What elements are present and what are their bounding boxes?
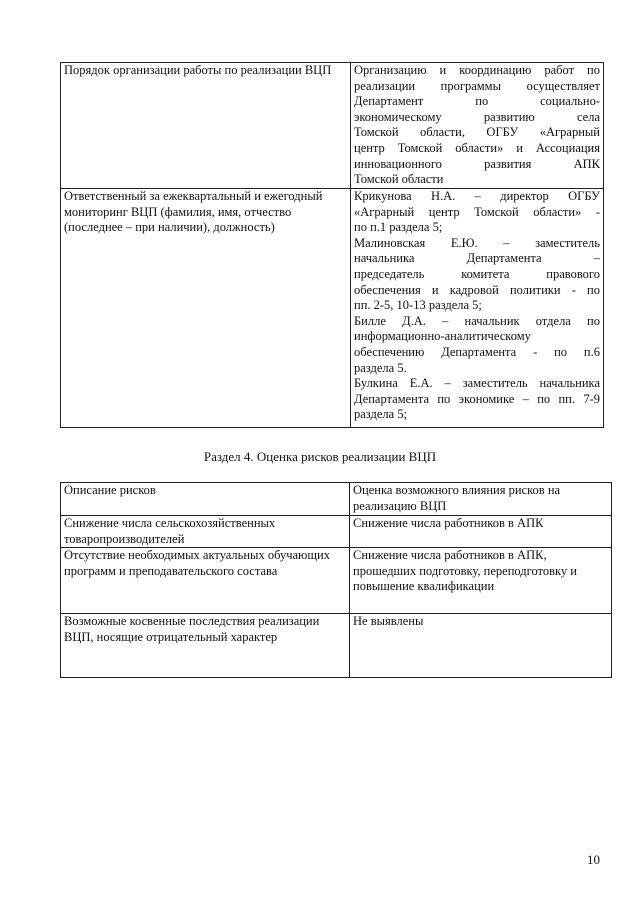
monitoring-responsible-value xyxy=(351,189,604,428)
text-line: раздела 5. xyxy=(354,360,407,375)
risk-impact: Не выявлены xyxy=(350,614,612,678)
text-line: инновационного развития АПК xyxy=(354,156,600,171)
text-line: Билле Д.А. – начальник отдела по xyxy=(354,313,600,328)
table-row xyxy=(61,189,604,428)
risk-impact-header: Оценка возможного влияния рисков на реализацию ВЦП xyxy=(350,483,612,516)
text-line: начальника Департамента – xyxy=(354,251,600,266)
text-line: Малиновская Е.Ю. – заместитель xyxy=(354,235,600,250)
text-line: обеспечению Департамента - по п.6 xyxy=(354,344,600,359)
risk-description: Отсутствие необходимых актуальных обучающих программ и преподавательского состава xyxy=(61,548,350,614)
risk-impact: Снижение числа работников в АПК xyxy=(350,516,612,548)
risk-impact: Снижение числа работников в АПК, прошедших подготовку, переподготовку и повышение квалификации xyxy=(350,548,612,614)
organization-order-value xyxy=(351,63,604,189)
text-line: пп. 2-5, 10-13 раздела 5; xyxy=(354,298,482,313)
text-line: «Аграрный центр Томской области» - xyxy=(354,204,600,219)
program-info-table xyxy=(60,62,604,428)
text-line: Крикунова Н.А. – директор ОГБУ xyxy=(354,189,600,203)
risk-assessment-table xyxy=(60,482,612,678)
text-line: по п.1 раздела 5; xyxy=(354,220,443,235)
table-row xyxy=(61,516,612,548)
text-line: Томской области xyxy=(354,172,444,187)
text-line: раздела 5; xyxy=(354,407,408,422)
text-line: Департамент по социально- xyxy=(354,94,600,109)
risk-description: Возможные косвенные последствия реализации ВЦП, носящие отрицательный характер xyxy=(61,614,350,678)
text-line: информационно-аналитическому xyxy=(354,329,531,344)
text-line: центр Томской области» и Ассоциация xyxy=(354,140,600,155)
table-row xyxy=(61,548,612,614)
table-row xyxy=(61,614,612,678)
section-heading: Раздел 4. Оценка рисков реализации ВЦП xyxy=(203,449,437,464)
text-line: реализации программы осуществляет xyxy=(354,78,600,93)
risk-description: Снижение числа сельскохозяйственных товаропроизводителей xyxy=(61,516,350,548)
monitoring-responsible-label: Ответственный за ежеквартальный и ежегодный мониторинг ВЦП (фамилия, имя, отчество (последнее – при наличии), должность) xyxy=(61,189,351,428)
risk-description-header: Описание рисков xyxy=(61,483,350,516)
organization-order-label: Порядок организации работы по реализации ВЦП xyxy=(61,63,351,189)
text-line: Томской области, ОГБУ «Аграрный xyxy=(354,125,600,140)
text-line: экономическому развитию села xyxy=(354,109,600,124)
text-line: Организацию и координацию работ по xyxy=(354,63,600,77)
text-line: Булкина Е.А. – заместитель начальника xyxy=(354,376,600,391)
text-line: председатель комитета правового xyxy=(354,266,600,281)
table-row xyxy=(61,63,604,189)
text-line: обеспечения и кадровой политики - по xyxy=(354,282,600,297)
page-number: 10 xyxy=(587,852,600,867)
table-header-row xyxy=(61,483,612,516)
text-line: Департамента по экономике – по пп. 7-9 xyxy=(354,391,600,406)
